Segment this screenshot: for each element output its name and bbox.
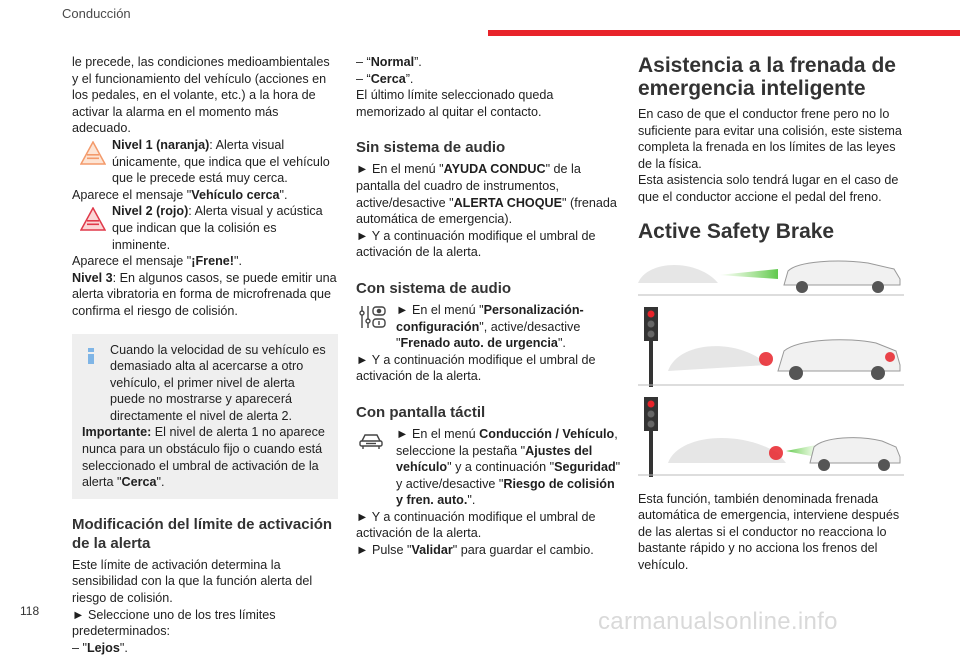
page-header-title: Conducción bbox=[62, 6, 131, 21]
heading-emergency-assist: Asistencia a la frenada de emergencia inteligente bbox=[638, 54, 896, 100]
level2-message: Aparece el mensaje "¡Frene!". bbox=[72, 254, 242, 269]
warning-orange-icon bbox=[80, 141, 106, 165]
audio-step2: ► Y a continuación modifique el umbral de activación de la alerta. bbox=[356, 352, 596, 384]
level2-label: Nivel 2 (rojo) bbox=[112, 204, 189, 219]
memo-paragraph: El último límite seleccionado queda memorizado al quitar el contacto. bbox=[356, 88, 554, 119]
touch-step3: ► Pulse "Validar" para guardar el cambio. bbox=[356, 543, 594, 558]
level1-label: Nivel 1 (naranja) bbox=[112, 137, 210, 152]
level1-message: Aparece el mensaje "Vehículo cerca". bbox=[72, 187, 288, 202]
page-number: 118 bbox=[20, 604, 40, 618]
emergency-assist-p1: En caso de que el conductor frene pero no lo suficiente para evitar una colisión, este sistema completa la frenada en los límites de las leyes de la física. bbox=[638, 107, 902, 171]
emergency-assist-p2: Esta asistencia solo tendrá lugar en el caso de que el conductor accione el pedal del freno. bbox=[638, 173, 899, 204]
header-accent-bar bbox=[488, 30, 960, 36]
option-normal: – “Normal”. bbox=[356, 55, 422, 69]
heading-audio: Con sistema de audio bbox=[356, 279, 512, 297]
level1-text: : Alerta visual únicamente, que indica que el vehículo que le precede está muy cerca. bbox=[112, 137, 330, 186]
info-box bbox=[72, 334, 338, 499]
threshold-step: ► Seleccione uno de los tres límites predeterminados: bbox=[72, 607, 276, 639]
car-icon bbox=[358, 432, 384, 450]
watermark: carmanualsonline.info bbox=[598, 608, 838, 635]
touch-step1: ► En el menú Conducción / Vehículo, seleccione la pestaña "Ajustes del vehículo" y a continuación "Seguridad" y active/desactive "Riesgo de colisión y fren. auto.". bbox=[356, 426, 622, 509]
heading-touchscreen: Con pantalla táctil bbox=[356, 403, 486, 421]
column-right bbox=[638, 54, 904, 574]
heading-active-safety-brake: Active Safety Brake bbox=[638, 219, 835, 243]
illustration-warning-level bbox=[638, 305, 904, 387]
option-near: – “Cerca”. bbox=[356, 71, 414, 86]
level1-block bbox=[72, 137, 338, 187]
illustration-automatic-braking bbox=[638, 395, 904, 477]
no-audio-step2: ► Y a continuación modifique el umbral de activación de la alerta. bbox=[356, 228, 596, 260]
info-important: Importante: El nivel de alerta 1 no aparece nunca para un obstáculo fijo o cuando está seleccionado el umbral de activación de la alerta "Cerca". bbox=[82, 425, 325, 490]
level3-paragraph: Nivel 3: En algunos casos, se puede emitir una alerta vibratoria en forma de microfrenada que confirma el riesgo de colisión. bbox=[72, 270, 337, 318]
warning-red-icon bbox=[80, 207, 106, 231]
touch-step2: ► Y a continuación modifique el umbral de activación de la alerta. bbox=[356, 509, 596, 541]
intro-paragraph: le precede, las condiciones medioambientales y el funcionamiento del vehículo (acciones en los pedales, en el volante, etc.) a la hora de activar la alarma en el momento más adecuado. bbox=[72, 55, 330, 136]
no-audio-step1: ► En el menú "AYUDA CONDUC" de la pantalla del cuadro de instrumentos, active/desactive "ALERTA CHOQUE" (frenada automática de emergencia). bbox=[356, 162, 617, 227]
column-left bbox=[72, 54, 338, 656]
level2-block bbox=[72, 203, 338, 253]
settings-sliders-icon bbox=[358, 304, 388, 330]
column-middle bbox=[356, 54, 622, 559]
audio-step1: ► En el menú "Personalización-configuración", active/desactive "Frenado auto. de urgencia". bbox=[356, 302, 622, 352]
illustration-alert-distance bbox=[638, 249, 904, 297]
level2-text: : Alerta visual y acústica que indican que la colisión es inminente. bbox=[112, 204, 323, 252]
info-text: Cuando la velocidad de su vehículo es demasiado alta al acercarse a otro vehículo, el primer nivel de alerta puede no mostrarse y aparecerá directamente el nivel de alerta 2. bbox=[110, 342, 326, 423]
active-safety-brake-description: Esta función, también denominada frenada automática de emergencia, interviene después de las alertas si el conductor no reacciona lo bastante rápido y no acciona los frenos del vehículo. bbox=[638, 491, 900, 572]
heading-no-audio: Sin sistema de audio bbox=[356, 139, 506, 157]
threshold-heading: Modificación del límite de activación de la alerta bbox=[72, 515, 333, 552]
option-far: – "Lejos". bbox=[72, 640, 128, 655]
threshold-body: Este límite de activación determina la sensibilidad con la que la función alerta del riesgo de colisión. bbox=[72, 557, 313, 606]
info-icon bbox=[86, 348, 96, 364]
